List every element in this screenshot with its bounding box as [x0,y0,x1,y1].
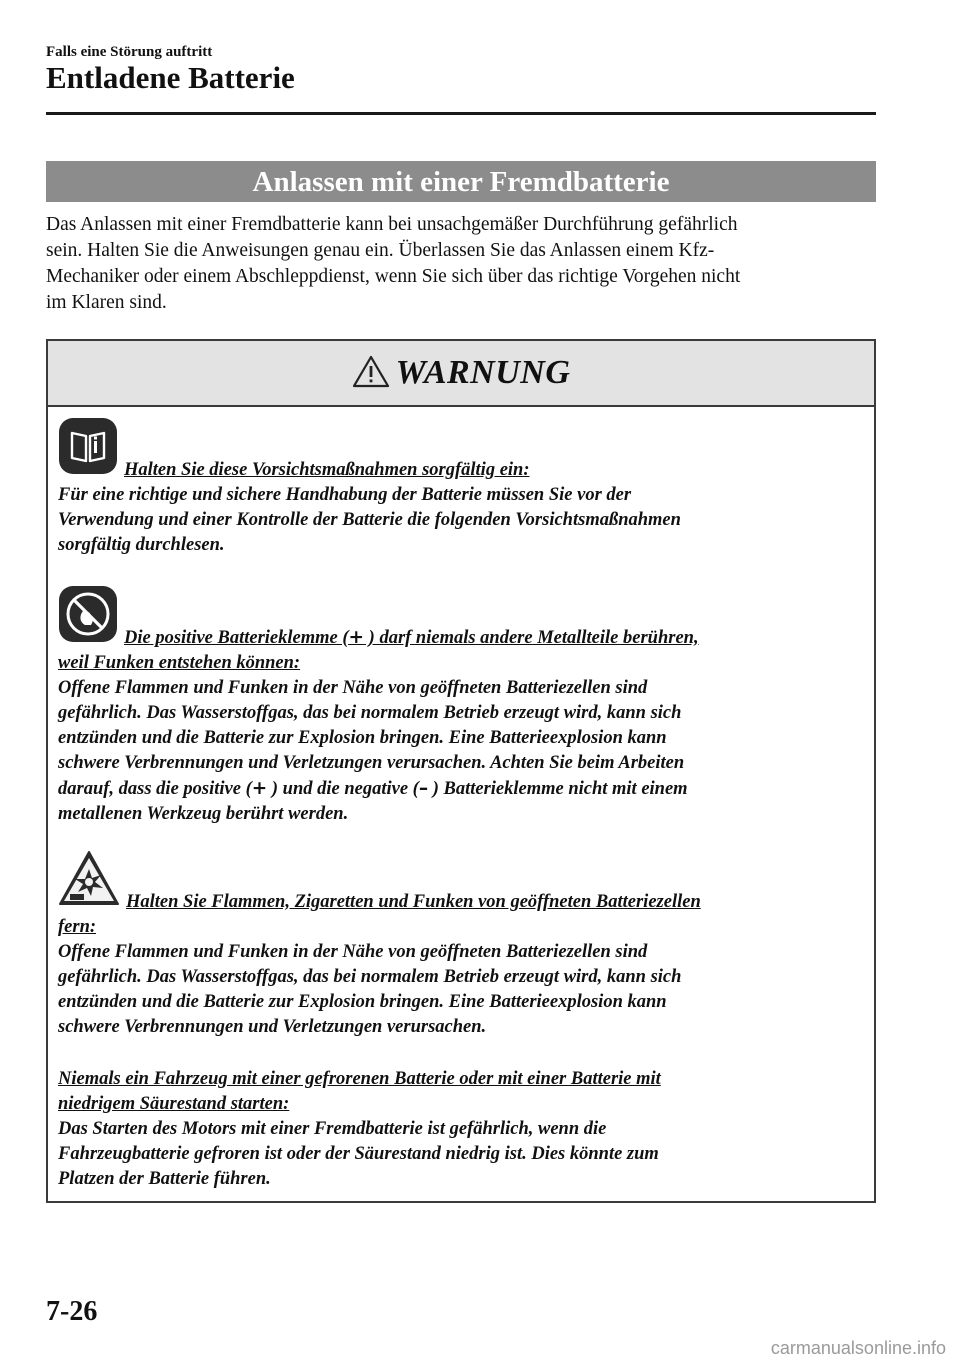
warning-title: WARNUNG [395,354,571,391]
plus-symbol: + [348,627,365,648]
text-line: Offene Flammen und Funken in der Nähe von geöffneten Batteriezellen sind [58,942,648,962]
watermark: carmanualsonline.info [770,1338,946,1358]
text-line: schwere Verbrennungen und Verletzungen verursachen. [58,1017,487,1037]
text-line: Verwendung und einer Kontrolle der Batterie die folgenden Vorsichtsmaßnahmen [58,510,681,530]
text-line: entzünden und die Batterie zur Explosion bringen. Eine Batterieexplosion kann [58,728,667,748]
intro-line: Mechaniker oder einem Abschleppdienst, wenn Sie sich über das richtige Vorgehen nicht [46,266,741,287]
warning-heading: weil Funken entstehen können: [58,653,301,673]
section-title-bar: Anlassen mit einer Fremdbatterie [46,161,876,202]
manual-book-icon [58,417,118,483]
title-divider [46,112,876,115]
warning-heading: niedrigem Säurestand starten: [58,1094,290,1114]
warning-box [46,339,876,1203]
breadcrumb: Falls eine Störung auftritt [46,44,213,60]
warning-header [48,341,874,407]
intro-line: im Klaren sind. [46,292,167,313]
warning-block-terminal [58,585,864,827]
warning-block-frozen [58,1067,864,1192]
no-fire-sparks-icon [58,585,118,651]
page-title: Entladene Batterie [46,60,295,95]
warning-heading: fern: [58,917,97,937]
heading-part: Die positive Batterieklemme ( [124,628,349,648]
text-line: gefährlich. Das Wasserstoffgas, das bei normalem Betrieb erzeugt wird, kann sich [58,703,682,723]
text-line: schwere Verbrennungen und Verletzungen verursachen. Achten Sie beim Arbeiten [58,753,685,773]
warning-heading: Halten Sie diese Vorsichtsmaßnahmen sorgfältig ein: [124,460,530,480]
warning-text [58,676,864,827]
plus-symbol: + [251,778,268,799]
warning-block-flames [58,849,864,1040]
minus-symbol: – [418,778,429,799]
text-line: metallenen Werkzeug berührt werden. [58,804,349,824]
text-line: gefährlich. Das Wasserstoffgas, das bei normalem Betrieb erzeugt wird, kann sich [58,967,682,987]
text-line: darauf, dass die positive (+ ) und die negative (– ) Batterieklemme nicht mit einem [58,778,688,799]
warning-heading [124,628,699,648]
text-line: Das Starten des Motors mit einer Fremdbatterie ist gefährlich, wenn die [58,1119,607,1139]
warning-triangle-icon [352,354,390,393]
text-line: Platzen der Batterie führen. [58,1169,271,1189]
page-number: 7-26 [46,1296,98,1327]
text-line: Für eine richtige und sichere Handhabung der Batterie müssen Sie vor der [58,485,632,505]
text-line: entzünden und die Batterie zur Explosion bringen. Eine Batterieexplosion kann [58,992,667,1012]
warning-text [58,940,864,1040]
intro-line: Das Anlassen mit einer Fremdbatterie kann bei unsachgemäßer Durchführung gefährlich [46,214,738,235]
text-line: Offene Flammen und Funken in der Nähe von geöffneten Batteriezellen sind [58,678,648,698]
warning-heading: Niemals ein Fahrzeug mit einer gefrorenen Batterie oder mit einer Batterie mit [58,1069,661,1089]
intro-paragraph [46,212,876,316]
intro-line: sein. Halten Sie die Anweisungen genau ein. Überlassen Sie das Anlassen einem Kfz- [46,240,715,261]
heading-part: ) darf niemals andere Metallteile berühren, [364,628,699,648]
warning-block-manual [58,417,864,558]
explosion-hazard-icon [58,849,120,915]
text-line: Fahrzeugbatterie gefroren ist oder der Säurestand niedrig ist. Dies könnte zum [58,1144,659,1164]
text-line: sorgfältig durchlesen. [58,535,225,555]
warning-heading: Halten Sie Flammen, Zigaretten und Funken von geöffneten Batteriezellen [126,892,701,912]
warning-text [58,483,864,558]
warning-text [58,1117,864,1192]
